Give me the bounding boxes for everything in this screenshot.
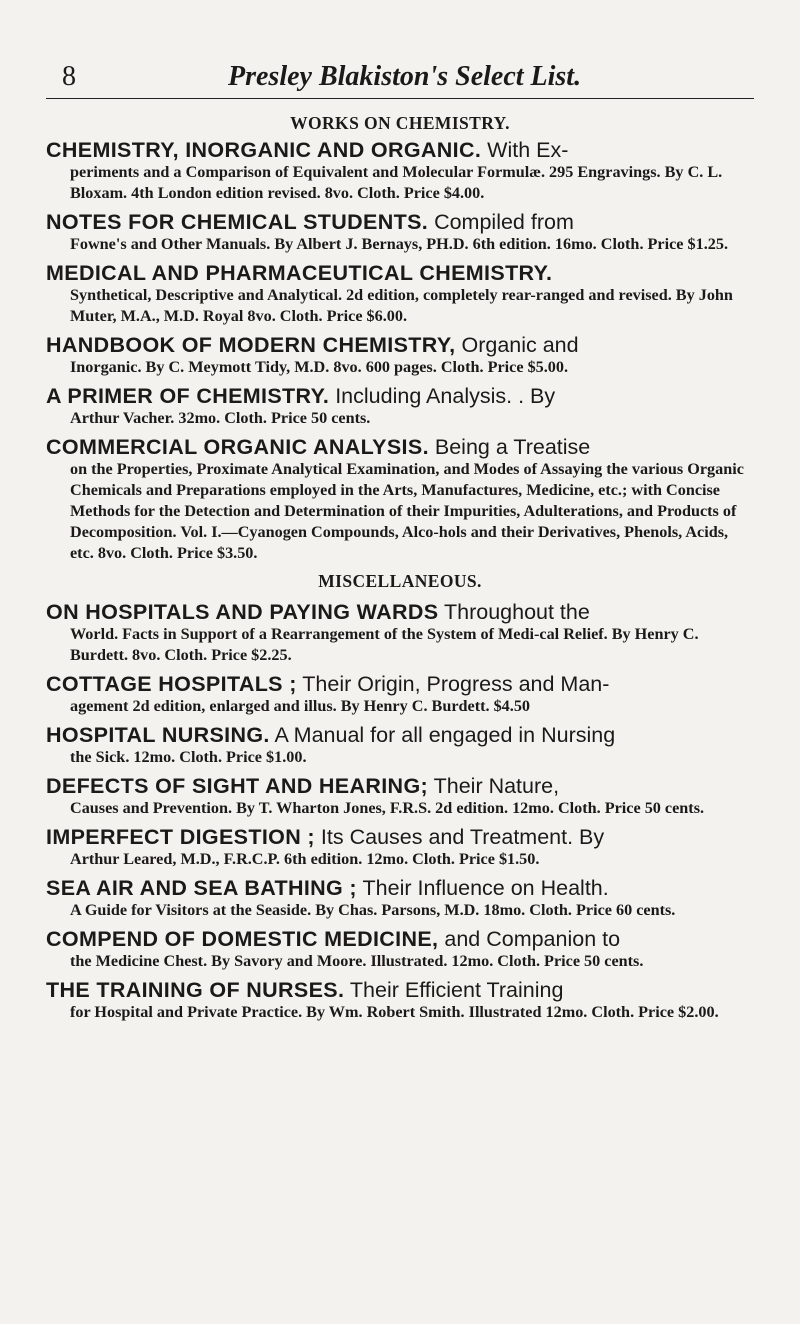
entry-title-line bbox=[46, 723, 754, 747]
entry-title-line bbox=[46, 927, 754, 951]
entry-description: periments and a Comparison of Equivalent and Molecular Formulæ. 295 Engravings. By C. L. Bloxam. 4th London edition revised. 8vo. Cloth. Price $4.00. bbox=[70, 163, 723, 202]
entry-title-line bbox=[46, 876, 754, 900]
entry-description: Arthur Vacher. 32mo. Cloth. Price 50 cents. bbox=[70, 409, 371, 427]
entry-subtitle: Their Origin, Progress and Man- bbox=[296, 672, 610, 696]
entry-title-line bbox=[46, 138, 754, 162]
entry-subtitle: Their Efficient Training bbox=[344, 978, 564, 1002]
entry-description: A Guide for Visitors at the Seaside. By Chas. Parsons, M.D. 18mo. Cloth. Price 60 cents. bbox=[70, 901, 676, 919]
entry-title-line bbox=[46, 210, 754, 234]
entry-title: HANDBOOK OF MODERN CHEMISTRY, bbox=[46, 333, 456, 357]
entry-subtitle: A Manual for all engaged in Nursing bbox=[269, 723, 616, 747]
catalog-entry bbox=[46, 333, 754, 378]
catalog-entry bbox=[46, 723, 754, 768]
catalog-body bbox=[46, 114, 754, 1023]
entry-subtitle: Their Nature, bbox=[428, 774, 560, 798]
page-number: 8 bbox=[62, 61, 76, 92]
entry-title: COMPEND OF DOMESTIC MEDICINE, bbox=[46, 927, 439, 951]
entry-description: the Medicine Chest. By Savory and Moore. Illustrated. 12mo. Cloth. Price 50 cents. bbox=[70, 952, 644, 970]
entry-description: Fowne's and Other Manuals. By Albert J. Bernays, PH.D. 6th edition. 16mo. Cloth. Price $1.25. bbox=[70, 235, 728, 253]
catalog-entry bbox=[46, 876, 754, 921]
entry-title-line bbox=[46, 333, 754, 357]
entry-description: agement 2d edition, enlarged and illus. By Henry C. Burdett. $4.50 bbox=[70, 697, 531, 715]
section-heading: WORKS ON CHEMISTRY. bbox=[290, 113, 510, 133]
entry-subtitle: With Ex- bbox=[481, 138, 569, 162]
entry-title-line bbox=[46, 600, 754, 624]
entry-title: THE TRAINING OF NURSES. bbox=[46, 978, 345, 1002]
entry-description: the Sick. 12mo. Cloth. Price $1.00. bbox=[70, 748, 307, 766]
entry-description: Arthur Leared, M.D., F.R.C.P. 6th edition. 12mo. Cloth. Price $1.50. bbox=[70, 850, 540, 868]
entry-title: NOTES FOR CHEMICAL STUDENTS. bbox=[46, 210, 429, 234]
catalog-entry bbox=[46, 774, 754, 819]
entry-title-line bbox=[46, 384, 754, 408]
entry-title: IMPERFECT DIGESTION ; bbox=[46, 825, 315, 849]
catalog-entry bbox=[46, 261, 754, 327]
entry-subtitle: and Companion to bbox=[438, 927, 621, 951]
entry-description: Causes and Prevention. By T. Wharton Jones, F.R.S. 2d edition. 12mo. Cloth. Price 50 cents. bbox=[70, 799, 705, 817]
entry-title: CHEMISTRY, INORGANIC AND ORGANIC. bbox=[46, 138, 482, 162]
catalog-entry bbox=[46, 978, 754, 1023]
catalog-entry bbox=[46, 384, 754, 429]
entry-title-line bbox=[46, 825, 754, 849]
catalog-entry bbox=[46, 825, 754, 870]
entry-description: Synthetical, Descriptive and Analytical. 2d edition, completely rear-ranged and revised. By John Muter, M.A., M.D. Royal 8vo. Cloth. Price $6.00. bbox=[70, 286, 733, 325]
entry-title: COMMERCIAL ORGANIC ANALYSIS. bbox=[46, 435, 429, 459]
entry-title: MEDICAL AND PHARMACEUTICAL CHEMISTRY. bbox=[46, 261, 553, 285]
entry-title-line bbox=[46, 261, 754, 285]
entry-title-line bbox=[46, 774, 754, 798]
entry-title-line bbox=[46, 672, 754, 696]
entry-title: SEA AIR AND SEA BATHING ; bbox=[46, 876, 357, 900]
entry-subtitle: Organic and bbox=[455, 333, 579, 357]
section-heading: MISCELLANEOUS. bbox=[318, 571, 482, 591]
entry-subtitle: Being a Treatise bbox=[428, 435, 591, 459]
entry-title-line bbox=[46, 978, 754, 1002]
entry-description: Inorganic. By C. Meymott Tidy, M.D. 8vo. 600 pages. Cloth. Price $5.00. bbox=[70, 358, 569, 376]
entry-title: ON HOSPITALS AND PAYING WARDS bbox=[46, 600, 439, 624]
entry-description: World. Facts in Support of a Rearrangement of the System of Medi-cal Relief. By Henry C. Burdett. 8vo. Cloth. Price $2.25. bbox=[70, 625, 699, 664]
catalog-entry bbox=[46, 138, 754, 204]
entry-title: COTTAGE HOSPITALS ; bbox=[46, 672, 297, 696]
entry-subtitle: Its Causes and Treatment. By bbox=[314, 825, 605, 849]
entry-title: HOSPITAL NURSING. bbox=[46, 723, 270, 747]
catalog-entry bbox=[46, 927, 754, 972]
entry-title: A PRIMER OF CHEMISTRY. bbox=[46, 384, 330, 408]
entry-subtitle: Compiled from bbox=[428, 210, 574, 234]
running-title: Presley Blakiston's Select List. bbox=[228, 61, 582, 92]
catalog-page bbox=[46, 58, 754, 1023]
catalog-entry bbox=[46, 600, 754, 666]
entry-subtitle: Throughout the bbox=[438, 600, 590, 624]
catalog-entry bbox=[46, 435, 754, 564]
entry-description: for Hospital and Private Practice. By Wm. Robert Smith. Illustrated 12mo. Cloth. Price $2.00. bbox=[70, 1003, 719, 1021]
entry-subtitle: Including Analysis. . By bbox=[329, 384, 556, 408]
catalog-entry bbox=[46, 210, 754, 255]
entry-title-line bbox=[46, 435, 754, 459]
entry-description: on the Properties, Proximate Analytical Examination, and Modes of Assaying the various Organic Chemicals and Preparations employed in the Arts, Manufactures, Medicine, etc.; with Concise Methods for the Detection and Determination of their Impurities, Adulterations, and Products of Decomposition. Vol. I.—Cyanogen Compounds, Alco-hols and their Derivatives, Phenols, Acids, etc. 8vo. Cloth. Price $3.50. bbox=[70, 460, 744, 562]
page-header bbox=[46, 58, 754, 99]
entry-subtitle: Their Influence on Health. bbox=[356, 876, 609, 900]
catalog-entry bbox=[46, 672, 754, 717]
entry-title: DEFECTS OF SIGHT AND HEARING; bbox=[46, 774, 429, 798]
